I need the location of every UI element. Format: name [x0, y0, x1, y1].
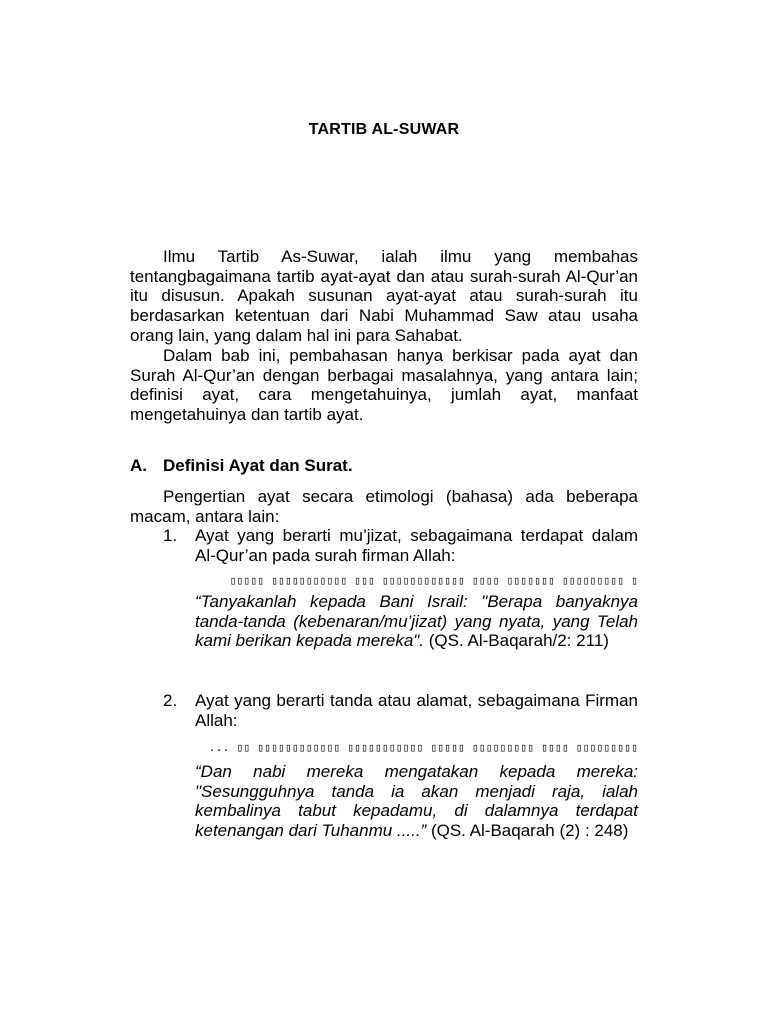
arabic-verse-2-text: ▯▯ ▯▯▯▯▯▯▯▯▯▯▯▯ ▯▯▯▯▯▯▯▯▯▯▯ ▯▯▯▯▯ ▯▯▯▯▯▯▯▯▯ ▯▯▯▯ ▯▯▯▯▯▯▯▯▯ [236, 741, 638, 754]
arabic-verse-2-prefix: ... [208, 741, 230, 754]
list-item-2 [163, 691, 638, 730]
intro-paragraph-2-text: Dalam bab ini, pembahasan hanya berkisar pada ayat dan Surah Al-Qur’an dengan berbagai masalahnya, yang antara lain; definisi ayat, cara mengetahuinya, jumlah ayat, manfaat mengetahuinya dan tartib ayat. [130, 346, 638, 425]
list-item-1-number: 1. [163, 526, 178, 545]
page-title: TARTIB AL-SUWAR [308, 121, 460, 138]
section-a-letter: A. [130, 456, 147, 475]
translation-quote-2 [195, 762, 638, 841]
list-item-1 [163, 526, 638, 565]
intro-paragraph-1 [130, 247, 638, 346]
arabic-verse-1 [195, 574, 638, 587]
translation-quote-2-text: “Dan nabi mereka mengatakan kepada mereka: "Sesungguhnya tanda ia akan menjadi raja, ialah kembalinya tabut kepadamu, di dalamnya terdapat ketenangan dari Tuhanmu .....” [195, 762, 638, 841]
translation-quote-2-ref: (QS. Al-Baqarah (2) : 248) [426, 821, 629, 841]
section-a-title: Definisi Ayat dan Surat. [163, 456, 353, 475]
intro-paragraph-1-text: Ilmu Tartib As-Suwar, ialah ilmu yang membahas tentangbagaimana tartib ayat-ayat dan atau surah-surah Al-Qur’an itu disusun. Apakah susunan ayat-ayat atau surah-surah itu berdasarkan ketentuan dari Nabi Muhammad Saw atau usaha orang lain, yang dalam hal ini para Sahabat. [130, 247, 638, 345]
translation-quote-1-ref: (QS. Al-Baqarah/2: 211) [424, 631, 609, 651]
intro-paragraph-2 [130, 346, 638, 425]
section-a-intro [130, 487, 638, 526]
translation-quote-1 [195, 592, 638, 651]
arabic-verse-2 [195, 741, 638, 754]
section-a-intro-text: Pengertian ayat secara etimologi (bahasa) ada beberapa macam, antara lain: [130, 487, 638, 526]
translation-quote-1-text: “Tanyakanlah kepada Bani Israil: "Berapa banyaknya tanda-tanda (kebenaran/mu’jizat) yang nyata, yang Telah kami berikan kepada mereka". [195, 592, 638, 651]
list-item-2-text: Ayat yang berarti tanda atau alamat, sebagaimana Firman Allah: [195, 691, 638, 730]
arabic-verse-1-text: ▯▯▯▯▯ ▯▯▯▯▯▯▯▯▯▯▯ ▯▯▯ ▯▯▯▯▯▯▯▯▯▯▯▯ ▯▯▯▯ ▯▯▯▯▯▯▯ ▯▯▯▯▯▯▯▯▯ ▯ [229, 574, 638, 587]
list-item-1-text: Ayat yang berarti mu’jizat, sebagaimana terdapat dalam Al-Qur’an pada surah firman Allah: [195, 526, 638, 565]
section-a-heading [130, 456, 353, 476]
list-item-2-number: 2. [163, 691, 178, 710]
